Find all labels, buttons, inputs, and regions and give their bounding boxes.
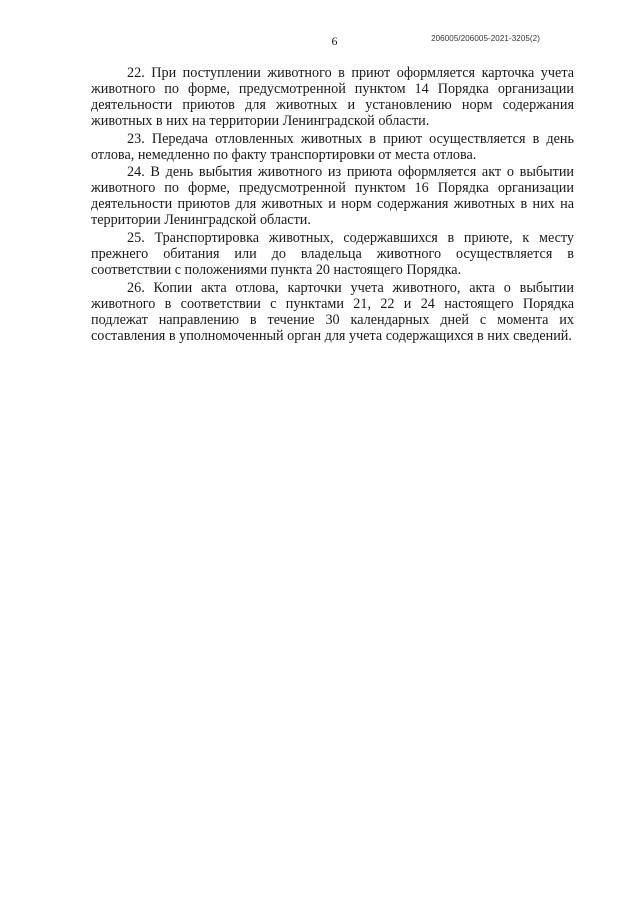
document-registration-number: 206005/206005-2021-3205(2) — [431, 34, 540, 43]
paragraph-22: 22. При поступлении животного в приют оформляется карточка учета животного по форме, предусмотренной пунктом 14 Порядка организации деятельности приютов для животных и установлению норм содержания животных в них на территории Ленинградской области. — [91, 65, 574, 129]
scan-corner-mark: · — [554, 879, 557, 886]
page-number: 6 — [331, 34, 338, 48]
paragraph-26: 26. Копии акта отлова, карточки учета животного, акта о выбытии животного в соответствии с пунктами 21, 22 и 24 настоящего Порядка подлежат направлению в течение 30 календарных дней с момента их составления в уполномоченный орган для учета содержащихся в них сведений. — [91, 279, 574, 344]
paragraph-23: 23. Передача отловленных животных в приют осуществляется в день отлова, немедленно по факту транспортировки от места отлова. — [91, 130, 574, 163]
paragraph-24: 24. В день выбытия животного из приюта оформляется акт о выбытии животного по форме, предусмотренной пунктом 16 Порядка организации деятельности приютов для животных и норм содержания животных в них на территории Ленинградской области. — [91, 164, 574, 229]
document-body — [91, 66, 574, 346]
paragraph-25: 25. Транспортировка животных, содержавшихся в приюте, к месту прежнего обитания или до владельца животного осуществляется в соответствии с положениями пункта 20 настоящего Порядка. — [91, 230, 574, 278]
